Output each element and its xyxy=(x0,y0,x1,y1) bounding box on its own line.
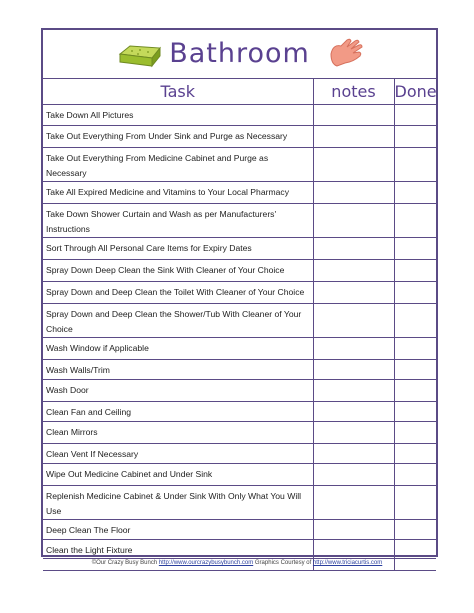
footer-credit-link[interactable]: http://www.ourcrazybusybunch.com xyxy=(158,560,254,566)
table-row xyxy=(43,519,436,539)
notes-cell[interactable] xyxy=(313,359,394,379)
done-cell[interactable] xyxy=(394,104,436,125)
notes-cell[interactable] xyxy=(313,203,394,237)
notes-cell[interactable] xyxy=(313,125,394,147)
task-cell: Wash Door xyxy=(43,379,313,401)
table-row xyxy=(43,237,436,259)
notes-cell[interactable] xyxy=(313,421,394,443)
notes-cell[interactable] xyxy=(313,539,394,558)
table-row xyxy=(43,303,436,337)
column-header-notes: notes xyxy=(313,79,394,104)
done-cell[interactable] xyxy=(394,125,436,147)
rubber-glove-icon xyxy=(327,36,367,68)
table-row xyxy=(43,337,436,359)
table-row xyxy=(43,181,436,203)
table-row xyxy=(43,485,436,519)
done-cell[interactable] xyxy=(394,539,436,558)
notes-cell[interactable] xyxy=(313,485,394,519)
notes-cell[interactable] xyxy=(313,303,394,337)
done-cell[interactable] xyxy=(394,443,436,463)
task-cell: Wipe Out Medicine Cabinet and Under Sink xyxy=(43,463,313,485)
task-cell: Take All Expired Medicine and Vitamins to Your Local Pharmacy xyxy=(43,181,313,203)
table-row xyxy=(43,259,436,281)
footer-credit: ©Our Crazy Busy Bunch xyxy=(91,560,158,566)
task-cell: Sort Through All Personal Care Items for Expiry Dates xyxy=(43,237,313,259)
done-cell[interactable] xyxy=(394,259,436,281)
notes-cell[interactable] xyxy=(313,519,394,539)
done-cell[interactable] xyxy=(394,181,436,203)
table-row xyxy=(43,104,436,125)
task-cell: Clean Fan and Ceiling xyxy=(43,401,313,421)
table-row xyxy=(43,203,436,237)
task-cell: Clean Mirrors xyxy=(43,421,313,443)
table-header-row xyxy=(43,79,436,104)
done-cell[interactable] xyxy=(394,379,436,401)
footer-graphics-text: Graphics Courtesy of xyxy=(254,560,312,566)
done-cell[interactable] xyxy=(394,485,436,519)
done-cell[interactable] xyxy=(394,303,436,337)
table-row xyxy=(43,281,436,303)
task-cell: Wash Window if Applicable xyxy=(43,337,313,359)
task-cell: Take Out Everything From Medicine Cabinet and Purge as Necessary xyxy=(43,147,313,181)
task-cell: Clean the Light Fixture xyxy=(43,539,313,558)
sheet-header xyxy=(43,30,436,79)
table-row xyxy=(43,443,436,463)
task-cell: Take Down All Pictures xyxy=(43,104,313,125)
notes-cell[interactable] xyxy=(313,259,394,281)
done-cell[interactable] xyxy=(394,519,436,539)
table-row xyxy=(43,421,436,443)
task-cell: Replenish Medicine Cabinet & Under Sink With Only What You Will Use xyxy=(43,485,313,519)
notes-cell[interactable] xyxy=(313,379,394,401)
done-cell[interactable] xyxy=(394,421,436,443)
task-cell: Wash Walls/Trim xyxy=(43,359,313,379)
table-row xyxy=(43,379,436,401)
done-cell[interactable] xyxy=(394,401,436,421)
task-cell: Spray Down Deep Clean the Sink With Cleaner of Your Choice xyxy=(43,259,313,281)
notes-cell[interactable] xyxy=(313,147,394,181)
done-cell[interactable] xyxy=(394,237,436,259)
task-cell: Take Out Everything From Under Sink and Purge as Necessary xyxy=(43,125,313,147)
table-row xyxy=(43,125,436,147)
page-footer xyxy=(0,560,474,566)
table-row xyxy=(43,463,436,485)
table-row xyxy=(43,539,436,558)
notes-cell[interactable] xyxy=(313,181,394,203)
task-cell: Deep Clean The Floor xyxy=(43,519,313,539)
task-table xyxy=(43,79,436,571)
done-cell[interactable] xyxy=(394,359,436,379)
table-row xyxy=(43,401,436,421)
table-row xyxy=(43,359,436,379)
notes-cell[interactable] xyxy=(313,443,394,463)
done-cell[interactable] xyxy=(394,147,436,181)
task-cell: Take Down Shower Curtain and Wash as per Manufacturers' Instructions xyxy=(43,203,313,237)
column-header-task: Task xyxy=(43,79,313,104)
notes-cell[interactable] xyxy=(313,237,394,259)
task-cell: Clean Vent If Necessary xyxy=(43,443,313,463)
notes-cell[interactable] xyxy=(313,337,394,359)
page-title: Bathroom xyxy=(169,38,310,69)
done-cell[interactable] xyxy=(394,463,436,485)
done-cell[interactable] xyxy=(394,203,436,237)
task-cell: Spray Down and Deep Clean the Toilet With Cleaner of Your Choice xyxy=(43,281,313,303)
table-row xyxy=(43,147,436,181)
footer-graphics-link[interactable]: http://www.triciacurtis.com xyxy=(312,560,383,566)
notes-cell[interactable] xyxy=(313,463,394,485)
column-header-done: Done xyxy=(394,79,436,104)
notes-cell[interactable] xyxy=(313,401,394,421)
notes-cell[interactable] xyxy=(313,281,394,303)
task-cell: Spray Down and Deep Clean the Shower/Tub With Cleaner of Your Choice xyxy=(43,303,313,337)
notes-cell[interactable] xyxy=(313,104,394,125)
checklist-sheet xyxy=(41,28,438,557)
done-cell[interactable] xyxy=(394,337,436,359)
done-cell[interactable] xyxy=(394,281,436,303)
